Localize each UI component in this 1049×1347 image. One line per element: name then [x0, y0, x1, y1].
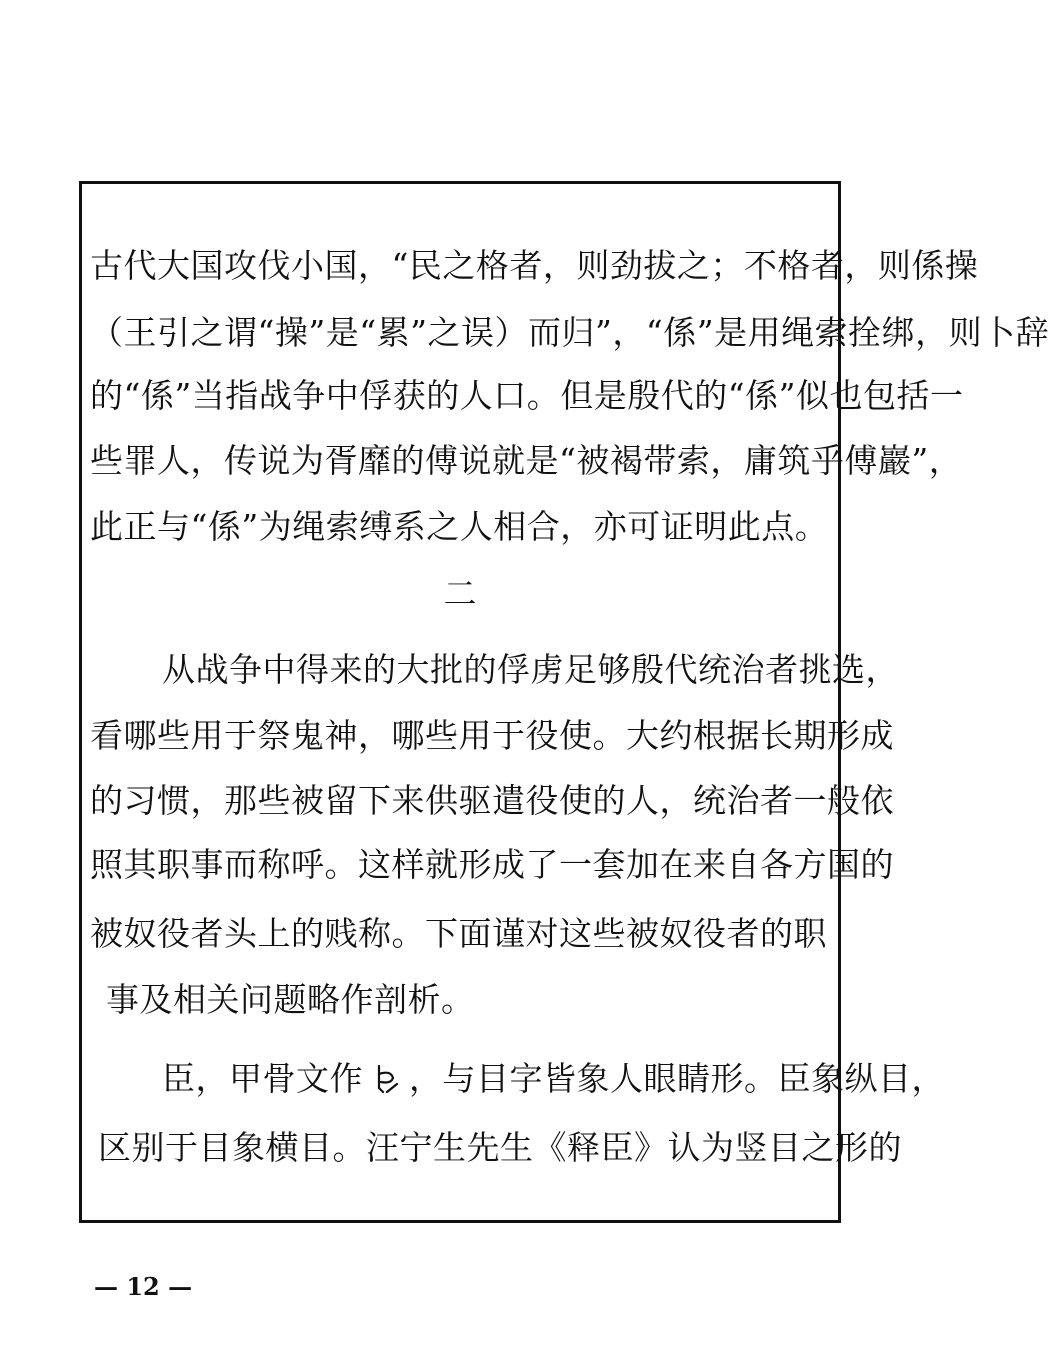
manuscript-frame — [79, 181, 1049, 1223]
para2-line2: 看哪些用于祭鬼神，哪些用于役使。大约根据长期形成 — [90, 716, 894, 755]
para1-line3: 的“係”当指战争中俘获的人口。但是殷代的“係”似也包括一 — [90, 376, 964, 415]
para3-line1-start: 臣，甲骨文作 — [162, 1059, 363, 1098]
para3-line1 — [162, 1059, 945, 1099]
para2-line4: 照其职事而称呼。这样就形成了一套加在来自各方国的 — [90, 845, 894, 884]
page-number: — 12 — — [94, 1272, 193, 1301]
para2-line5: 被奴役者头上的贱称。下面谨对这些被奴役者的职 — [90, 914, 827, 953]
para1-line4: 些罪人，传说为胥靡的傅说就是“被褐带索，庸筑乎傅巖”， — [90, 441, 963, 480]
para2-line1: 从战争中得来的大批的俘虏足够殷代统治者挑选， — [162, 650, 899, 689]
para2-line3: 的习惯，那些被留下来供驱遣役使的人，统治者一般依 — [90, 781, 894, 820]
para3-line2: 区别于目象横目。汪宁生先生《释臣》认为竖目之形的 — [98, 1128, 902, 1167]
oracle-bone-chen-glyph-icon — [369, 1062, 403, 1096]
para1-line2: （王引之谓“操”是“累”之误）而归”，“係”是用绳索拴绑，则卜辞 — [90, 313, 1049, 352]
para1-line5: 此正与“係”为绳索缚系之人相合，亦可证明此点。 — [90, 507, 829, 546]
para2-line6: 事及相关问题略作剖析。 — [106, 980, 475, 1019]
para1-line1: 古代大国攻伐小国，“民之格者，则劲拔之；不格者，则係操 — [90, 246, 979, 285]
para3-line1-end: ，与目字皆象人眼睛形。臣象纵目， — [409, 1059, 945, 1098]
section-heading: 二 — [443, 574, 477, 613]
